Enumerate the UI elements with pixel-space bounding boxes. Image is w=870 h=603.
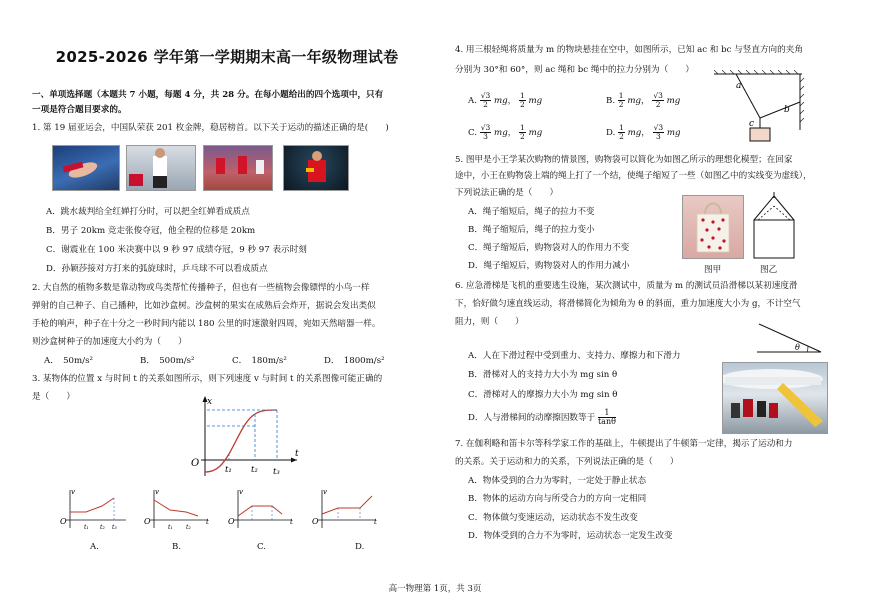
fig-caption-2: 图乙 xyxy=(760,265,778,275)
fig-caption-1: 图甲 xyxy=(704,265,722,275)
q3-option-d: D. xyxy=(355,542,365,552)
q3-xt-graph xyxy=(185,392,305,478)
diving-photo xyxy=(52,145,120,191)
theta-label: θ xyxy=(795,343,800,352)
q1-option-a: A．跳水裁判给全红婵打分时，可以把全红婵看成质点 xyxy=(46,207,250,217)
q5-option-d: D．绳子缩短后，购物袋对人的作用力减小 xyxy=(468,261,630,271)
q4-option-c: C. $\frac{√3}{3}$ mg， $\frac{1}{2}$ mg xyxy=(468,123,543,141)
q7-option-b: B．物体的运动方向与所受合力的方向一定相同 xyxy=(468,494,647,504)
q1-stem: 1. 第 19 届亚运会，中国队荣获 201 枚金牌，稳居榜首。以下关于运动的描述正确的是( ) xyxy=(32,123,389,133)
shopping-bag-photo xyxy=(682,195,744,259)
q2-line-1: 2. 大自然的植物多数是靠动物或鸟类帮忙传播种子，但也有一些植物会像镖悍的小鸟一样 xyxy=(32,283,370,293)
small-v: v xyxy=(323,488,327,496)
q6-option-a: A．人在下滑过程中受到重力、支持力、摩擦力和下滑力 xyxy=(468,351,681,361)
q6-option-b: B．滑梯对人的支持力大小为 mg sin θ xyxy=(468,370,618,380)
q4-line-2: 分别为 30°和 60°，则 ac 绳和 bc 绳中的拉力分别为（ ） xyxy=(455,65,694,75)
section-header: 一、单项选择题（本题共 7 小题，每题 4 分，共 28 分。在每小题给出的四个选项中，只有 xyxy=(32,90,384,100)
small-t2: t₂ xyxy=(100,524,105,530)
q3-option-c-graph xyxy=(226,486,298,530)
q4-option-b: B. $\frac{1}{2}$ mg， $\frac{√3}{2}$ mg xyxy=(606,91,681,109)
q3-line-2: 是（ ） xyxy=(32,392,75,402)
small-t: t xyxy=(206,518,209,526)
q7-option-a: A．物体受到的合力为零时，一定处于静止状态 xyxy=(468,476,647,486)
q1-option-c: C．谢震业在 100 米决赛中以 9 秒 97 成绩夺冠，9 秒 97 表示时刻 xyxy=(46,245,307,255)
q5-line-1: 5. 图甲是小王学某次购物的情景图，购物袋可以简化为如图乙所示的理想化模型；在回家 xyxy=(455,155,793,165)
q2-line-3: 手枪的响声，种子在十分之一秒时间内能以 180 公里的时速激射四周，宛如天然暗器一样。 xyxy=(32,319,381,329)
q2-option-a: A． 50m/s² xyxy=(44,356,93,366)
q7-option-c: C．物体做匀变速运动，运动状态不发生改变 xyxy=(468,513,638,523)
graph-x-label: x xyxy=(207,397,213,407)
q6-line-2: 下，恰好做匀速直线运动，将滑梯简化为倾角为 θ 的斜面，重力加速度大小为 g，不计空气 xyxy=(455,299,801,309)
q3-option-c: C. xyxy=(257,542,267,552)
airplane-slide-photo xyxy=(722,362,828,434)
small-t3: t₃ xyxy=(112,524,117,530)
q2-line-4: 则沙盒树种子的加速度大小约为（ ） xyxy=(32,337,187,347)
q1-option-d: D．孙颖莎接对方打来的弧旋球时，乒乓球不可以看成质点 xyxy=(46,264,268,274)
q2-option-b: B． 500m/s² xyxy=(140,356,195,366)
small-t2: t₂ xyxy=(186,524,191,530)
q4-option-d: D. $\frac{1}{2}$ mg， $\frac{√3}{3}$ mg xyxy=(606,123,681,141)
q6-line-1: 6. 应急滑梯是飞机的重要逃生设施，某次测试中，质量为 m 的测试员沿滑梯以某初速度滑 xyxy=(455,281,798,291)
q2-line-2: 弹射的自己种子、自己播种，比如沙盒树。沙盒树的果实在成熟后会炸开，据说会发出类似 xyxy=(32,301,376,311)
q2-option-d: D． 1800m/s² xyxy=(324,356,385,366)
small-t: t xyxy=(374,518,377,526)
graph-t2: t₂ xyxy=(251,465,258,475)
q3-option-a-graph xyxy=(58,486,130,530)
fig-label-a: a xyxy=(736,81,742,91)
q2-option-c: C． 180m/s² xyxy=(232,356,287,366)
q6-option-c: C．滑梯对人的摩擦力大小为 mg sin θ xyxy=(468,390,618,400)
q6-option-d: D．人与滑梯间的动摩擦因数等于 $\frac{1}{\tan\theta}$ xyxy=(468,408,616,426)
q7-option-d: D．物体受到的合力不为零时，运动状态一定发生改变 xyxy=(468,531,673,541)
q5-option-a: A．绳子缩短后，绳子的拉力不变 xyxy=(468,207,595,217)
small-o: O xyxy=(228,517,235,526)
small-t1: t₁ xyxy=(168,524,173,530)
graph-origin: O xyxy=(191,458,200,469)
section-header-cont: 一项是符合题目要求的。 xyxy=(32,105,127,115)
q3-option-a: A. xyxy=(90,542,99,552)
q3-option-d-graph xyxy=(310,486,382,530)
bag-model-figure xyxy=(752,190,796,260)
q4-option-a: A. $\frac{√3}{2}$ mg， $\frac{1}{2}$ mg xyxy=(468,91,543,109)
q4-rope-figure xyxy=(708,70,808,146)
graph-t1: t₁ xyxy=(225,465,232,475)
q3-option-b-graph xyxy=(142,486,214,530)
q3-option-b: B. xyxy=(172,542,182,552)
q5-line-3: 下列说法正确的是（ ） xyxy=(455,188,559,198)
q6-line-3: 阻力，则（ ） xyxy=(455,317,524,327)
graph-t-label: t xyxy=(295,449,299,459)
incline-figure xyxy=(755,322,825,358)
q7-line-1: 7. 在伽利略和笛卡尔等科学家工作的基础上，牛顿提出了牛顿第一定律，揭示了运动和力 xyxy=(455,439,793,449)
small-t: t xyxy=(290,518,293,526)
pingpong-photo xyxy=(283,145,349,191)
small-o: O xyxy=(312,517,319,526)
sprint-photo xyxy=(203,145,273,191)
graph-t3: t₃ xyxy=(273,467,280,477)
q5-line-2: 途中，小王在购物袋上端的绳上打了一个结，使绳子缩短了一些（如图乙中的实线变为虚线）， xyxy=(455,171,812,181)
q5-option-b: B．绳子缩短后，绳子的拉力变小 xyxy=(468,225,595,235)
fig-label-b: b xyxy=(784,105,790,115)
q1-option-b: B．男子 20km 竞走张俊夺冠，他全程的位移是 20km xyxy=(46,226,256,236)
fig-label-c: c xyxy=(749,119,755,129)
small-o: O xyxy=(60,517,67,526)
small-v: v xyxy=(155,488,159,496)
q3-line-1: 3. 某物体的位置 x 与时间 t 的关系如图所示，则下列速度 v 与时间 t 的关系图像可能正确的 xyxy=(32,374,383,384)
q7-line-2: 的关系。关于运动和力的关系，下列说法正确的是（ ） xyxy=(455,457,679,467)
q4-line-1: 4. 用三根轻绳将质量为 m 的物块悬挂在空中，如图所示，已知 ac 和 bc 与竖直方向的夹角 xyxy=(455,45,803,55)
racewalk-photo xyxy=(126,145,196,191)
page-footer: 高一物理第 1页，共 3页 xyxy=(388,584,482,594)
page-title: 2025-2026 学年第一学期期末高一年级物理试卷 xyxy=(55,48,399,66)
small-o: O xyxy=(144,517,151,526)
q5-option-c: C．绳子缩短后，购物袋对人的作用力不变 xyxy=(468,243,630,253)
small-v: v xyxy=(239,488,243,496)
small-t1: t₁ xyxy=(84,524,89,530)
small-v: v xyxy=(71,488,75,496)
